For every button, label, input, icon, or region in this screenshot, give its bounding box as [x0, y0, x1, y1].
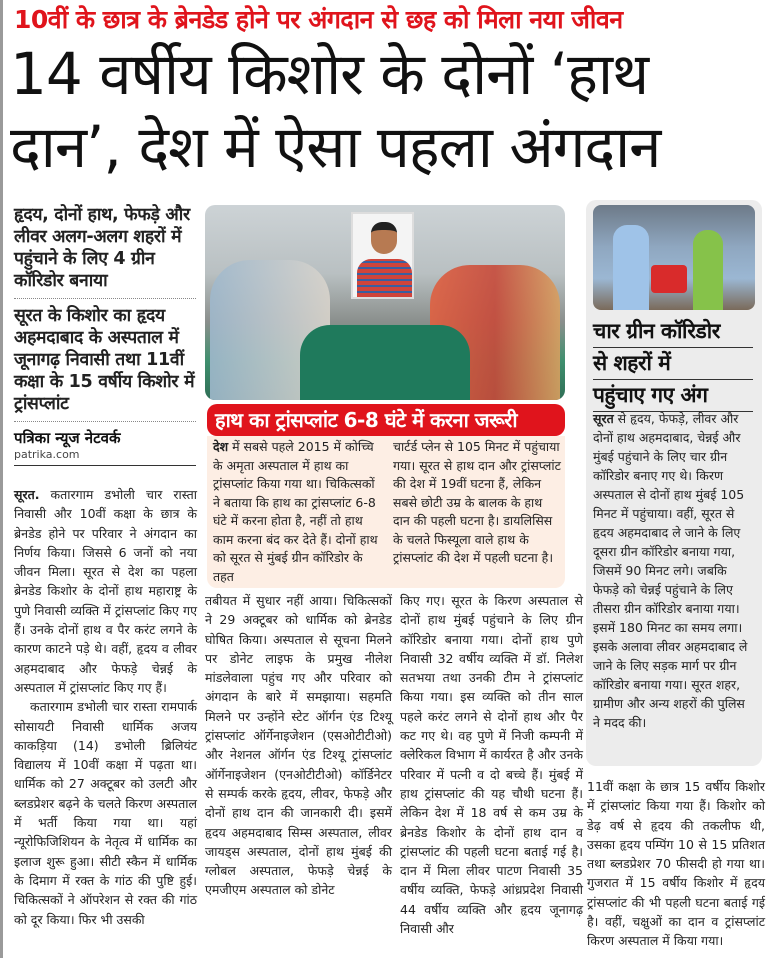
portrait-shirt — [357, 259, 412, 297]
infobox-column-2: चार्टर्ड प्लेन से 105 मिनट में पहुंचाया गया। सूरत से हाथ दान और ट्रांसप्लांट की देश में 19वीं घटना हैं, लेकिन सबसे छोटी उम्र के बालक के हाथ दान की पहली घटना है। डायलिसिस के चलते फिस्यूला वाले हाथ के ट्रांसप्लांट की देश में पहली घटना है। — [393, 439, 561, 565]
deck — [14, 204, 196, 470]
photo-person — [613, 225, 649, 310]
sidebar-title-line: पहुंचाए गए अंग — [593, 380, 753, 412]
deck-block-2: सूरत के किशोर का हृदय अहमदाबाद के अस्पताल में जूनागढ़ निवासी तथा 11वीं कक्षा के 15 वर्षीय किशोर में ट्रांसप्लांट — [14, 306, 195, 414]
sidebar-title-line: से शहरों में — [593, 348, 753, 380]
body-column-4: 11वीं कक्षा के छात्र 15 वर्षीय किशोर में ट्रांसप्लांट किया गया हैं। किशोर को डेढ़ वर्ष से हृदय की तकलीफ थी, उसका हृदय पम्पिंग 10 से 15 प्रतिशत तथा ब्लडप्रेशर 70 फीसदी हो गया था। गुजरात में 15 वर्षीय किशोर में हृदय ट्रांसप्लांट की भी पहली घटना बताई गई है। वहीं, चक्षुओं का दान व ट्रांसप्लांट किरण अस्पताल में किया गया। — [587, 779, 765, 949]
body-paragraph: कतारगाम डभोली चार रास्ता निवासी और 10वीं कक्षा के छात्र के ब्रेनडेड होने पर परिवार ने अंगदान का निर्णय किया। जिससे 6 जनों को नया जीवन मिला। सूरत से देश का पहला ब्रेनडेड किशोर के दोनों हाथ महाराष्ट्र के पुणे निवासी व्यक्ति में ट्रांसप्लांट किए गए हैं। उनके दोनों हाथ व पैर करंट लगने के कारण काटने पड़े थे। वहीं, हृदय व लीवर अहमदाबाद और फेफड़े चेन्नई के अस्पताल में ट्रांसप्लांट किए गए हैं। — [14, 487, 197, 695]
infobox-column-1 — [213, 438, 385, 586]
photo-boy-portrait — [351, 212, 414, 299]
dateline: सूरत. — [14, 487, 40, 502]
sidebar-title-line: चार ग्रीन कॉरिडोर — [593, 316, 753, 348]
infobox-title: हाथ का ट्रांसप्लांट 6-8 घंटे में करना जरूरी — [207, 404, 565, 436]
byline-site: patrika.com — [14, 448, 196, 466]
body-column-2: तबीयत में सुधार नहीं आया। चिकित्सकों ने 29 अक्टूबर को धार्मिक को ब्रेनडेड घोषित किया। अस्पताल से सूचना मिलने पर डोनेट लाइफ के प्रमुख नीलेश मांडलेवाला पहुंच गए और परिवार को अंगदान के बारे में समझाया। सहमति मिलने पर उन्होंने स्टेट ऑर्गन एंड टिश्यू ट्रांसप्लांट ऑर्गेनाइजेशन (एसओटीटीओ) और नेशनल ऑर्गन एंड टिश्यू ट्रांसप्लांट ऑर्गेनाइजेशन (एनओटीटीओ) कॉर्डिनेटर से सम्पर्क करके हृदय, लीवर, फेफड़े और दोनों हाथ दान की जानकारी दी। इसमें हृदय अहमदाबाद सिम्स अस्पताल, लीवर जायड्स अस्पताल, दोनों हाथ मुंबई की ग्लोबल अस्पताल, फेफड़े चेन्नई के एमजीएम अस्पताल को डोनेट — [205, 593, 392, 898]
headline-line-2: दान’, देश में ऐसा पहला अंगदान — [10, 113, 661, 181]
infobox-text: में सबसे पहले 2015 में कोच्चि के अमृता अस्पताल में हाथ का ट्रांसप्लांट किया गया था। चिकित्सकों ने बताया कि हाथ का ट्रांसप्लांट 6-8 घंटे में करना होता है, नहीं तो हाथ काम करना बंद कर देते हैं। दोनों हाथ को सूरत से मुंबई ग्रीन कॉरिडोर के तहत — [213, 439, 378, 584]
photo-person — [693, 230, 723, 310]
body-column-3: किए गए। सूरत के किरण अस्पताल से दोनों हाथ मुंबई पहुंचाने के लिए ग्रीन कॉरिडोर बनाया गया। दोनों हाथ पुणे निवासी 32 वर्षीय व्यक्ति में डॉ. निलेश सतभया तथा उनकी टीम ने ट्रांसप्लांट किया गया। इस व्यक्ति को तीन साल पहले करंट लगने से दोनों हाथ और पैर कट गए थे। वह पुणे में निजी कम्पनी में क्लेरिकल विभाग में कार्यरत है और उनके परिवार में पत्नी व दो बच्चे हैं। मुंबई में हाथ ट्रांसप्लांट की यह चौथी घटना हैं। लेकिन देश में 18 वर्ष से कम उम्र के ब्रेनडेड किशोर के दोनों हाथ दान व ट्रांसप्लांट की पहली घटना बताई गई है। दान में मिला लीवर पाटण निवासी 35 वर्षीय व्यक्ति, फेफड़े आंध्रप्रदेश निवासी 44 वर्षीय व्यक्ति और हृदय जूनागढ़ निवासी और — [400, 593, 583, 937]
body-paragraph: कतारगाम डभोली चार रास्ता रामपार्क सोसायटी निवासी धार्मिक अजय काकड़िया (14) डभोली ब्रिलियंट विद्यालय में 10वीं कक्षा में पढ़ता था। धार्मिक को 27 अक्टूबर को उलटी और ब्लडप्रेशर बढ़ने के चलते किरण अस्पताल में भर्ती किया गया था। यहां न्यूरोफिजिशियन के नेतृत्व में धार्मिक का इलाज शुरू हुआ। सीटी स्कैन में धार्मिक के दिमाग में रक्त के गांठ की पुष्टि हुई। चिकित्सकों ने ऑपरेशन से रक्त की गांठ को दूर किया। फिर भी उसकी — [14, 699, 197, 927]
main-headline — [10, 38, 765, 184]
deck-block-1: हृदय, दोनों हाथ, फेफड़े और लीवर अलग-अलग शहरों में पहुंचाने के लिए 4 ग्रीन कॉरिडोर बनाया — [14, 205, 190, 291]
deck-divider — [14, 421, 196, 422]
byline-name: पत्रिका न्यूज नेटवर्क — [14, 429, 121, 447]
page-edge-rule — [0, 0, 3, 958]
infobox-lead: देश — [213, 439, 229, 454]
sidebar-photo-organ-transport — [593, 205, 755, 310]
kicker-headline: 10वीं के छात्र के ब्रेनडेड होने पर अंगदान से छह को मिला नया जीवन — [14, 5, 623, 34]
deck-divider — [14, 298, 196, 299]
sidebar-body — [593, 409, 753, 732]
body-column-1 — [14, 485, 197, 929]
sidebar-title — [593, 316, 753, 412]
photo-hospital-bed — [300, 325, 470, 400]
main-photo-hospital-tribute — [205, 205, 565, 400]
sidebar-text: से हृदय, फेफड़े, लीवर और दोनों हाथ अहमदाबाद, चेन्नई और मुंबई पहुंचाने के लिए चार ग्रीन कॉरिडोर बनाए गए थे। किरण अस्पताल से दोनों हाथ मुंबई 105 मिनट में पहुंचाया। वहीं, सूरत से हृदय अहमदाबाद ले जाने के लिए दूसरा ग्रीन कॉरिडोर बनाया गया, जिसमें 90 मिनट लगे। जबकि फेफड़े को चेन्नई पहुंचाने के लिए तीसरा ग्रीन कॉरिडोर बनाया गया। इसमें 180 मिनट का समय लगा। इसके अलावा लीवर अहमदाबाद ले जाने के लिए सड़क मार्ग पर ग्रीन कॉरिडोर बनाया गया। सूरत शहर, ग्रामीण और अन्य शहरों की पुलिस ने मदद की। — [593, 411, 748, 730]
portrait-face — [371, 222, 397, 254]
photo-organ-box — [651, 265, 687, 293]
sidebar-lead: सूरत — [593, 411, 614, 426]
headline-line-1: 14 वर्षीय किशोर के दोनों ‘हाथ — [10, 40, 649, 108]
